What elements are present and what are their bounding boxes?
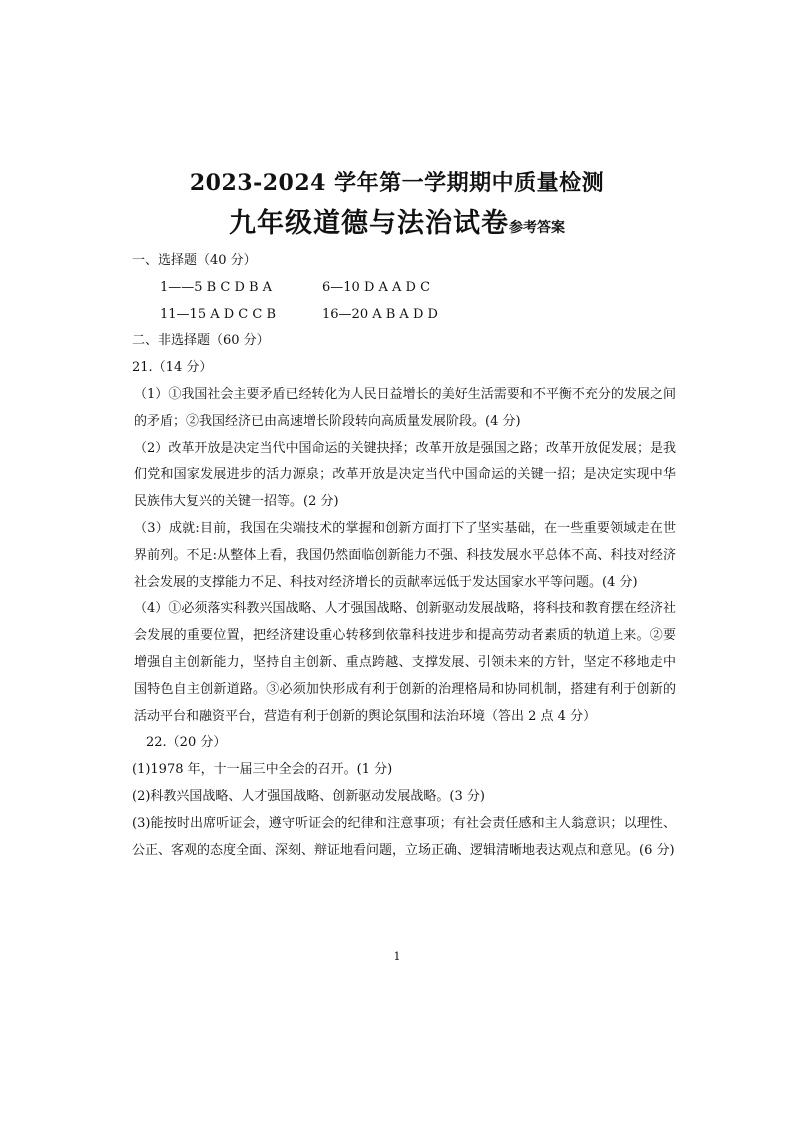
section2-heading: 二、非选择题（60 分） bbox=[132, 333, 270, 349]
page-number: 1 bbox=[393, 950, 401, 963]
mc-answers-16-20: 16—20 A B A D D bbox=[322, 306, 438, 322]
answer-body bbox=[132, 248, 676, 864]
answer-key-label: 参考答案 bbox=[509, 220, 565, 236]
q21-answer-1: （1）①我国社会主要矛盾已经转化为人民日益增长的美好生活需要和不平衡不充分的发展之间的矛盾；②我国经济已由高速增长阶段转向高质量发展阶段。(4 分) bbox=[134, 386, 676, 429]
mc-answers-1-5: 1——5 B C D B A bbox=[160, 279, 273, 295]
mc-answer-row-1 bbox=[132, 275, 676, 302]
question-22-label: 22.（20 分） bbox=[146, 735, 227, 751]
exam-title-line2 bbox=[0, 201, 794, 240]
section1-heading: 一、选择题（40 分） bbox=[132, 253, 257, 268]
mc-answers-11-15: 11—15 A D C C B bbox=[160, 306, 277, 322]
q22-answer-3: (3)能按时出席听证会，遵守听证会的纪律和注意事项；有社会责任感和主人翁意识；以理性、公正、客观的态度全面、深刻、辩证地看问题，立场正确、逻辑清晰地表达观点和意见。(6 分) bbox=[132, 815, 676, 858]
q21-answer-3: （3）成就:目前，我国在尖端技术的掌握和创新方面打下了坚实基础，在一些重要领域走在世界前列。不足:从整体上看，我国仍然面临创新能力不强、科技发展水平总体不高、科技对经济社会发展的支撑能力不足、科技对经济增长的贡献率远低于发达国家水平等问题。(4 分) bbox=[134, 520, 676, 590]
question-21-label: 21.（14 分） bbox=[132, 360, 213, 376]
q22-answer-2: (2)科教兴国战略、人才强国战略、创新驱动发展战略。(3 分) bbox=[132, 788, 485, 804]
q22-answer-1: (1)1978 年，十一届三中全会的召开。(1 分) bbox=[132, 762, 393, 778]
mc-answers-6-10: 6—10 D A A D C bbox=[322, 279, 431, 295]
mc-answer-row-2 bbox=[132, 302, 676, 329]
q21-answer-4: （4）①必须落实科教兴国战略、人才强国战略、创新驱动发展战略，将科技和教育摆在经济社会发展的重要位置，把经济建设重心转移到依靠科技进步和提高劳动者素质的轨道上来。②要增强自主创新能力，坚持自主创新、重点跨越、支撑发展、引领未来的方针，坚定不移地走中国特色自主创新道路。③必须加快形成有利于创新的治理格局和协同机制，搭建有利于创新的活动平台和融资平台，营造有利于创新的舆论氛围和法治环境（答出 2 点 4 分） bbox=[134, 601, 676, 724]
exam-title-line1: 2023-2024 学年第一学期期中质量检测 bbox=[189, 170, 605, 196]
exam-subject-title: 九年级道德与法治试卷 bbox=[229, 208, 509, 239]
q21-answer-2: （2）改革开放是决定当代中国命运的关键抉择；改革开放是强国之路；改革开放促发展；是我们党和国家发展进步的活力源泉；改革开放是决定当代中国命运的关键一招；是决定实现中华民族伟大复兴的关键一招等。(2 分) bbox=[134, 440, 676, 510]
